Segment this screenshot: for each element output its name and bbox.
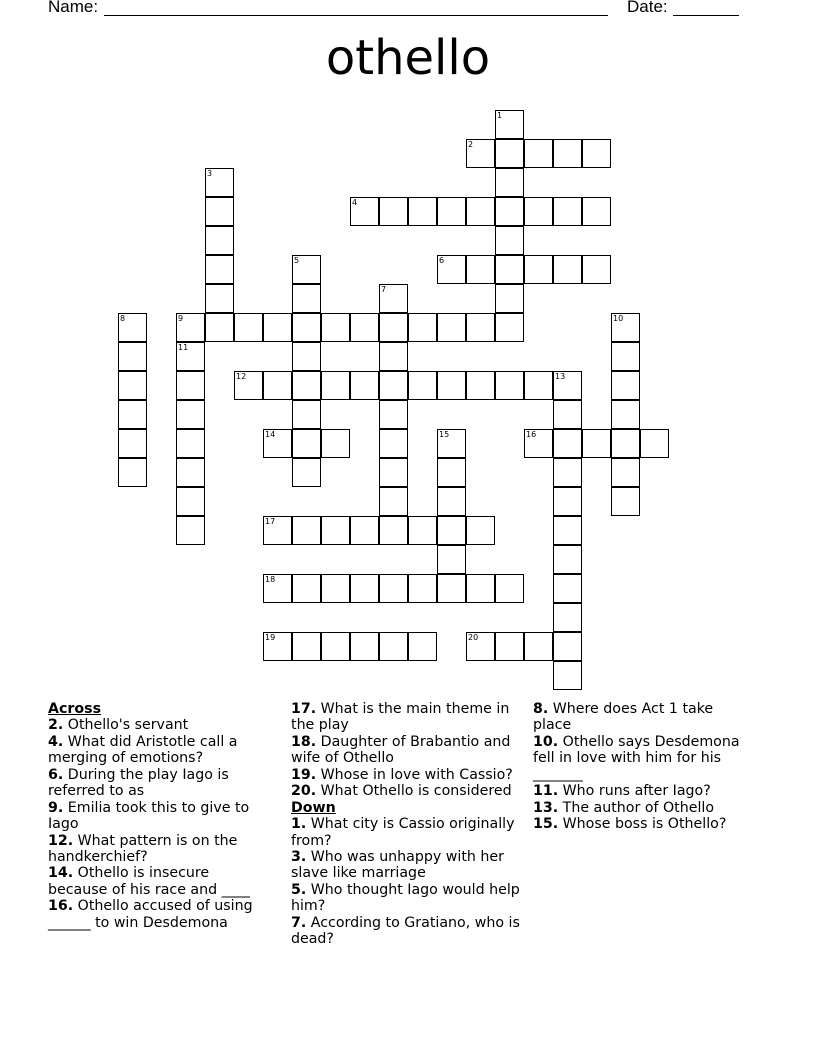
grid-cell[interactable] <box>379 458 408 487</box>
cell-number: 14 <box>265 430 276 439</box>
grid-cell[interactable] <box>437 255 466 284</box>
cell-number: 18 <box>265 575 276 584</box>
clue-number: 1. <box>291 816 307 833</box>
clue-number: 2. <box>48 717 64 734</box>
cell-number: 8 <box>120 314 126 323</box>
grid-cell[interactable] <box>611 313 640 342</box>
grid-cell[interactable] <box>379 487 408 516</box>
grid-cell[interactable] <box>263 429 292 458</box>
clue-number: 4. <box>48 733 64 750</box>
grid-cell[interactable] <box>640 429 669 458</box>
grid-cell[interactable] <box>263 632 292 661</box>
grid-cell[interactable] <box>524 197 553 226</box>
clue-across-12 <box>48 833 270 866</box>
cell-number: 4 <box>352 198 358 207</box>
grid-cell[interactable] <box>553 429 582 458</box>
clue-number: 16. <box>48 898 74 915</box>
grid-cell[interactable] <box>553 255 582 284</box>
grid-cell[interactable] <box>292 516 321 545</box>
grid-cell[interactable] <box>553 400 582 429</box>
grid-cell[interactable] <box>553 632 582 661</box>
grid-cell[interactable] <box>263 313 292 342</box>
date-label: Date: <box>627 0 668 16</box>
clue-across-6 <box>48 767 270 800</box>
cell-number: 13 <box>555 372 566 381</box>
grid-cell[interactable] <box>118 342 147 371</box>
grid-cell[interactable] <box>205 226 234 255</box>
grid-cell[interactable] <box>379 574 408 603</box>
grid-cell[interactable] <box>205 313 234 342</box>
grid-cell[interactable] <box>553 487 582 516</box>
clue-text: Whose boss is Othello? <box>562 816 727 833</box>
grid-cell[interactable] <box>176 342 205 371</box>
clue-number: 7. <box>291 914 307 931</box>
clue-across-19 <box>291 767 523 783</box>
clue-text: According to Gratiano, who is dead? <box>291 914 520 948</box>
grid-cell[interactable] <box>292 574 321 603</box>
grid-cell[interactable] <box>524 255 553 284</box>
cell-number: 15 <box>439 430 450 439</box>
grid-cell[interactable] <box>437 197 466 226</box>
cell-number: 17 <box>265 517 276 526</box>
grid-cell[interactable] <box>292 632 321 661</box>
grid-cell[interactable] <box>553 371 582 400</box>
cell-number: 6 <box>439 256 445 265</box>
clue-number: 10. <box>533 733 559 750</box>
clue-number: 6. <box>48 766 64 783</box>
grid-cell[interactable] <box>553 661 582 690</box>
grid-cell[interactable] <box>292 400 321 429</box>
grid-cell[interactable] <box>553 516 582 545</box>
cell-number: 3 <box>207 169 213 178</box>
clue-across-18 <box>291 734 523 767</box>
grid-cell[interactable] <box>495 632 524 661</box>
clue-text: Daughter of Brabantio and wife of Othello <box>291 733 511 767</box>
grid-cell[interactable] <box>466 371 495 400</box>
grid-cell[interactable] <box>205 284 234 313</box>
clue-text: What did Aristotle call a merging of emotions? <box>48 733 238 767</box>
grid-cell[interactable] <box>466 255 495 284</box>
grid-cell[interactable] <box>437 516 466 545</box>
clue-across-2 <box>48 717 270 733</box>
clue-text: Othello is insecure because of his race and ____ <box>48 865 251 898</box>
clue-across-16 <box>48 898 270 931</box>
grid-cell[interactable] <box>582 429 611 458</box>
grid-cell[interactable] <box>408 197 437 226</box>
grid-cell[interactable] <box>321 632 350 661</box>
grid-cell[interactable] <box>466 516 495 545</box>
grid-cell[interactable] <box>379 632 408 661</box>
grid-cell[interactable] <box>466 632 495 661</box>
page-title: othello <box>325 30 491 86</box>
grid-cell[interactable] <box>408 371 437 400</box>
grid-cell[interactable] <box>437 313 466 342</box>
clue-text: During the play Iago is referred to as <box>48 766 229 800</box>
grid-cell[interactable] <box>582 255 611 284</box>
grid-cell[interactable] <box>292 429 321 458</box>
grid-cell[interactable] <box>176 313 205 342</box>
clue-down-11 <box>533 783 743 799</box>
grid-cell[interactable] <box>611 400 640 429</box>
grid-cell[interactable] <box>321 313 350 342</box>
clue-text: Emilia took this to give to Iago <box>48 799 250 832</box>
clue-down-8 <box>533 701 743 734</box>
cell-number: 19 <box>265 633 276 642</box>
across-heading: Across <box>48 701 102 717</box>
grid-cell[interactable] <box>321 516 350 545</box>
grid-cell[interactable] <box>379 371 408 400</box>
grid-cell[interactable] <box>466 313 495 342</box>
clue-text: Othello says Desdemona fell in love with him for his _______ <box>533 733 740 783</box>
grid-cell[interactable] <box>292 371 321 400</box>
grid-cell[interactable] <box>292 255 321 284</box>
clue-number: 11. <box>533 783 559 800</box>
grid-cell[interactable] <box>408 313 437 342</box>
grid-cell[interactable] <box>495 255 524 284</box>
grid-cell[interactable] <box>553 603 582 632</box>
cell-number: 1 <box>497 111 503 120</box>
clue-across-4 <box>48 734 270 767</box>
grid-cell[interactable] <box>437 545 466 574</box>
grid-cell[interactable] <box>495 197 524 226</box>
clue-number: 13. <box>533 799 559 816</box>
grid-cell[interactable] <box>582 197 611 226</box>
grid-cell[interactable] <box>553 197 582 226</box>
grid-cell[interactable] <box>379 197 408 226</box>
clue-across-14 <box>48 865 270 898</box>
grid-cell[interactable] <box>466 139 495 168</box>
grid-cell[interactable] <box>379 313 408 342</box>
clue-text: The author of Othello <box>562 799 715 816</box>
grid-cell[interactable] <box>350 371 379 400</box>
clue-text: What city is Cassio originally from? <box>291 816 515 849</box>
clue-text: Who was unhappy with her slave like marriage <box>291 849 504 882</box>
grid-cell[interactable] <box>611 458 640 487</box>
cell-number: 2 <box>468 140 474 149</box>
clue-number: 17. <box>291 701 317 717</box>
clue-text: Othello accused of using ______ to win Desdemona <box>48 898 253 931</box>
grid-cell[interactable] <box>466 574 495 603</box>
clue-across-20 <box>291 783 523 799</box>
down-heading: Down <box>291 799 336 816</box>
cell-number: 16 <box>526 430 537 439</box>
grid-cell[interactable] <box>292 313 321 342</box>
clue-number: 9. <box>48 799 64 816</box>
clue-text: Where does Act 1 take place <box>533 701 714 734</box>
clue-down-3 <box>291 849 523 882</box>
clue-number: 12. <box>48 832 74 849</box>
grid-cell[interactable] <box>524 139 553 168</box>
grid-cell[interactable] <box>292 284 321 313</box>
grid-cell[interactable] <box>350 313 379 342</box>
grid-cell[interactable] <box>553 458 582 487</box>
grid-cell[interactable] <box>234 371 263 400</box>
grid-cell[interactable] <box>350 632 379 661</box>
cell-number: 12 <box>236 372 247 381</box>
clue-down-5 <box>291 882 523 915</box>
grid-cell[interactable] <box>176 487 205 516</box>
grid-cell[interactable] <box>524 429 553 458</box>
grid-cell[interactable] <box>611 371 640 400</box>
clue-text: Whose in love with Cassio? <box>320 766 513 783</box>
clue-text: What pattern is on the handkerchief? <box>48 832 238 865</box>
grid-cell[interactable] <box>176 371 205 400</box>
grid-cell[interactable] <box>437 487 466 516</box>
grid-cell[interactable] <box>321 574 350 603</box>
grid-cell[interactable] <box>495 371 524 400</box>
grid-cell[interactable] <box>408 574 437 603</box>
grid-cell[interactable] <box>495 313 524 342</box>
grid-cell[interactable] <box>118 429 147 458</box>
clue-number: 15. <box>533 816 559 833</box>
grid-cell[interactable] <box>611 487 640 516</box>
grid-cell[interactable] <box>205 255 234 284</box>
cell-number: 11 <box>178 343 189 352</box>
grid-cell[interactable] <box>350 516 379 545</box>
grid-cell[interactable] <box>408 516 437 545</box>
cell-number: 7 <box>381 285 387 294</box>
grid-cell[interactable] <box>263 516 292 545</box>
clue-number: 5. <box>291 882 307 899</box>
grid-cell[interactable] <box>437 371 466 400</box>
clue-across-17 <box>291 701 523 734</box>
clue-down-7 <box>291 915 523 948</box>
cell-number: 9 <box>178 314 184 323</box>
grid-cell[interactable] <box>495 110 524 139</box>
clue-text: Who thought Iago would help him? <box>291 882 520 915</box>
clue-down-15 <box>533 816 743 832</box>
grid-cell[interactable] <box>437 458 466 487</box>
grid-cell[interactable] <box>553 545 582 574</box>
grid-cell[interactable] <box>466 197 495 226</box>
clue-down-10 <box>533 734 743 783</box>
clue-number: 20. <box>291 783 317 800</box>
grid-cell[interactable] <box>205 168 234 197</box>
grid-cell[interactable] <box>379 516 408 545</box>
grid-cell[interactable] <box>582 139 611 168</box>
clue-text: Othello's servant <box>67 717 189 734</box>
grid-cell[interactable] <box>408 632 437 661</box>
grid-cell[interactable] <box>292 342 321 371</box>
grid-cell[interactable] <box>176 429 205 458</box>
clue-number: 8. <box>533 701 549 717</box>
grid-cell[interactable] <box>495 574 524 603</box>
grid-cell[interactable] <box>611 342 640 371</box>
grid-cell[interactable] <box>495 139 524 168</box>
grid-cell[interactable] <box>321 429 350 458</box>
grid-cell[interactable] <box>234 313 263 342</box>
clue-down-13 <box>533 800 743 816</box>
clue-text: What Othello is considered <box>320 783 512 800</box>
grid-cell[interactable] <box>118 371 147 400</box>
clue-number: 14. <box>48 865 74 882</box>
clue-text: Who runs after Iago? <box>562 783 711 800</box>
grid-cell[interactable] <box>524 632 553 661</box>
clue-column-3 <box>533 701 743 833</box>
grid-cell[interactable] <box>263 371 292 400</box>
grid-cell[interactable] <box>321 371 350 400</box>
clue-column-2 <box>291 701 523 948</box>
clue-down-1 <box>291 816 523 849</box>
clue-number: 18. <box>291 733 317 750</box>
grid-cell[interactable] <box>495 226 524 255</box>
grid-cell[interactable] <box>437 429 466 458</box>
grid-cell[interactable] <box>611 429 640 458</box>
grid-cell[interactable] <box>205 197 234 226</box>
clue-text: What is the main theme in the play <box>291 701 510 734</box>
cell-number: 20 <box>468 633 479 642</box>
grid-cell[interactable] <box>176 516 205 545</box>
grid-cell[interactable] <box>553 574 582 603</box>
clue-number: 3. <box>291 849 307 866</box>
clue-across-9 <box>48 800 270 833</box>
grid-cell[interactable] <box>495 284 524 313</box>
grid-cell[interactable] <box>350 197 379 226</box>
name-label: Name: <box>48 0 99 16</box>
grid-cell[interactable] <box>176 458 205 487</box>
grid-cell[interactable] <box>350 574 379 603</box>
grid-cell[interactable] <box>437 574 466 603</box>
grid-cell[interactable] <box>118 313 147 342</box>
grid-cell[interactable] <box>379 429 408 458</box>
grid-cell[interactable] <box>176 400 205 429</box>
grid-cell[interactable] <box>379 342 408 371</box>
cell-number: 10 <box>613 314 624 323</box>
grid-cell[interactable] <box>495 168 524 197</box>
grid-cell[interactable] <box>263 574 292 603</box>
grid-cell[interactable] <box>118 458 147 487</box>
clue-number: 19. <box>291 766 317 783</box>
grid-cell[interactable] <box>553 139 582 168</box>
grid-cell[interactable] <box>118 400 147 429</box>
grid-cell[interactable] <box>292 458 321 487</box>
grid-cell[interactable] <box>524 371 553 400</box>
grid-cell[interactable] <box>379 400 408 429</box>
grid-cell[interactable] <box>379 284 408 313</box>
clue-column-1 <box>48 701 270 931</box>
cell-number: 5 <box>294 256 300 265</box>
